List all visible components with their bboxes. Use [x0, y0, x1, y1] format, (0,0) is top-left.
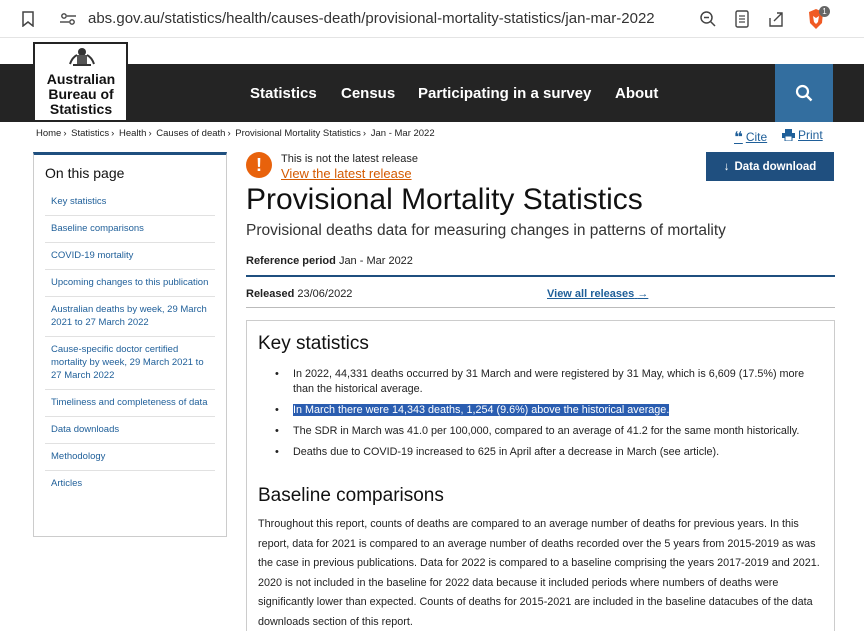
breadcrumb-statistics[interactable]: Statistics: [71, 128, 110, 139]
list-item: • Deaths due to COVID-19 increased to 625 in April after a decrease in March (see article).: [275, 445, 820, 460]
address-bar[interactable]: abs.gov.au/statistics/health/causes-death/provisional-mortality-statistics/jan-mar-2022: [88, 10, 655, 27]
reader-mode-icon[interactable]: [732, 9, 752, 29]
coat-of-arms-icon: [67, 46, 97, 68]
list-item: • In 2022, 44,331 deaths occurred by 31 March and were registered by 31 May, which is 6,609 (17.5%) more than the historical average.: [275, 367, 820, 397]
print-link[interactable]: [782, 128, 823, 142]
logo-line: Bureau of: [48, 86, 114, 102]
key-statistics-list: [275, 367, 820, 466]
nav-participating[interactable]: Participating in a survey: [418, 85, 592, 102]
breadcrumb-current: Jan - Mar 2022: [370, 128, 435, 139]
reference-period: [246, 255, 413, 267]
released-value: 23/06/2022: [297, 288, 353, 300]
released-label: Released: [246, 288, 295, 300]
logo-line: Australian: [46, 71, 116, 87]
data-download-label: Data download: [734, 160, 817, 173]
breadcrumb-pms[interactable]: Provisional Mortality Statistics: [235, 128, 361, 139]
print-label: Print: [798, 128, 823, 142]
brave-badge: 1: [819, 6, 830, 17]
sidebar-item-baseline[interactable]: Baseline comparisons: [45, 216, 215, 243]
sidebar-item-deaths-by-week[interactable]: Australian deaths by week, 29 March 2021 to 27 March 2022: [45, 297, 215, 337]
key-statistics-heading: Key statistics: [258, 333, 369, 354]
sidebar-item-upcoming[interactable]: Upcoming changes to this publication: [45, 270, 215, 297]
highlighted-text: In March there were 14,343 deaths, 1,254 (9.6%) above the historical average.: [293, 404, 670, 416]
divider: [246, 275, 835, 277]
nav-census[interactable]: Census: [341, 85, 396, 102]
arrow-right-icon: →: [637, 288, 649, 300]
breadcrumb-health[interactable]: Health: [118, 128, 147, 139]
nav-about[interactable]: About: [615, 85, 659, 102]
sidebar-item-covid[interactable]: COVID-19 mortality: [45, 243, 215, 270]
abs-logo[interactable]: [33, 42, 128, 122]
bookmark-icon[interactable]: [18, 9, 38, 29]
on-this-page-sidebar: [33, 152, 227, 537]
browser-toolbar: [0, 0, 864, 38]
cite-link[interactable]: [734, 128, 767, 146]
list-item: [275, 403, 820, 418]
sidebar-list: [45, 189, 215, 497]
search-button[interactable]: [775, 64, 833, 122]
sidebar-item-methodology[interactable]: Methodology: [45, 444, 215, 471]
sidebar-item-key-statistics[interactable]: Key statistics: [45, 189, 215, 216]
reference-period-label: Reference period: [246, 255, 336, 267]
view-latest-link[interactable]: View the latest release: [281, 166, 412, 181]
arrow-down-icon: ↓: [723, 160, 730, 173]
data-download-button[interactable]: [706, 152, 834, 181]
site-settings-icon[interactable]: [58, 9, 78, 29]
breadcrumb: Home › Statistics › Health › Causes of death › Provisional Mortality Statistics › Jan - Mar 2022: [36, 128, 435, 139]
warning-icon: !: [246, 152, 272, 178]
sidebar-title: On this page: [45, 165, 125, 181]
logo-line: Statistics: [49, 101, 113, 117]
divider: [246, 307, 835, 308]
quote-icon: ❝: [734, 129, 743, 146]
sidebar-item-timeliness[interactable]: Timeliness and completeness of data: [45, 390, 215, 417]
view-all-releases-link[interactable]: [547, 288, 648, 300]
baseline-paragraph: Throughout this report, counts of deaths are compared to an average number of deaths for previous years. In this report, data for 2021 is compared to an average number of deaths recorded over the 5 years from 2015-2019 as was the case in previous publications. Data for 2022 is compared to a baseline comprising the years 2017-2019 and 2021. 2020 is not included in the baseline for 2022 data because it included periods where numbers of deaths were significantly lower than expected. Counts of deaths for 2015-2021 are included in the baseline datacubes of the data downloads section of this report.: [258, 518, 820, 628]
reference-period-value: Jan - Mar 2022: [338, 255, 413, 267]
sidebar-item-downloads[interactable]: Data downloads: [45, 417, 215, 444]
baseline-heading: Baseline comparisons: [258, 485, 444, 506]
view-all-label: View all releases: [547, 288, 635, 300]
breadcrumb-causes[interactable]: Causes of death: [156, 128, 226, 139]
release-date: [246, 288, 352, 300]
not-latest-notice: This is not the latest release: [281, 153, 418, 165]
main-content: [246, 320, 835, 631]
search-icon: [795, 84, 813, 102]
zoom-icon[interactable]: [698, 9, 718, 29]
cite-label: Cite: [745, 130, 768, 144]
breadcrumb-home[interactable]: Home: [36, 128, 62, 139]
page-subtitle: Provisional deaths data for measuring changes in patterns of mortality: [246, 222, 726, 239]
share-icon[interactable]: [766, 9, 786, 29]
nav-statistics[interactable]: Statistics: [250, 85, 317, 102]
page-title: Provisional Mortality Statistics: [246, 183, 643, 216]
sidebar-item-cause-specific[interactable]: Cause-specific doctor certified mortality by week, 29 March 2021 to 27 March 2022: [45, 337, 215, 390]
list-item: • The SDR in March was 41.0 per 100,000, compared to an average of 41.2 for the same month historically.: [275, 424, 820, 439]
print-icon: [782, 129, 795, 141]
sidebar-item-articles[interactable]: Articles: [51, 478, 83, 489]
